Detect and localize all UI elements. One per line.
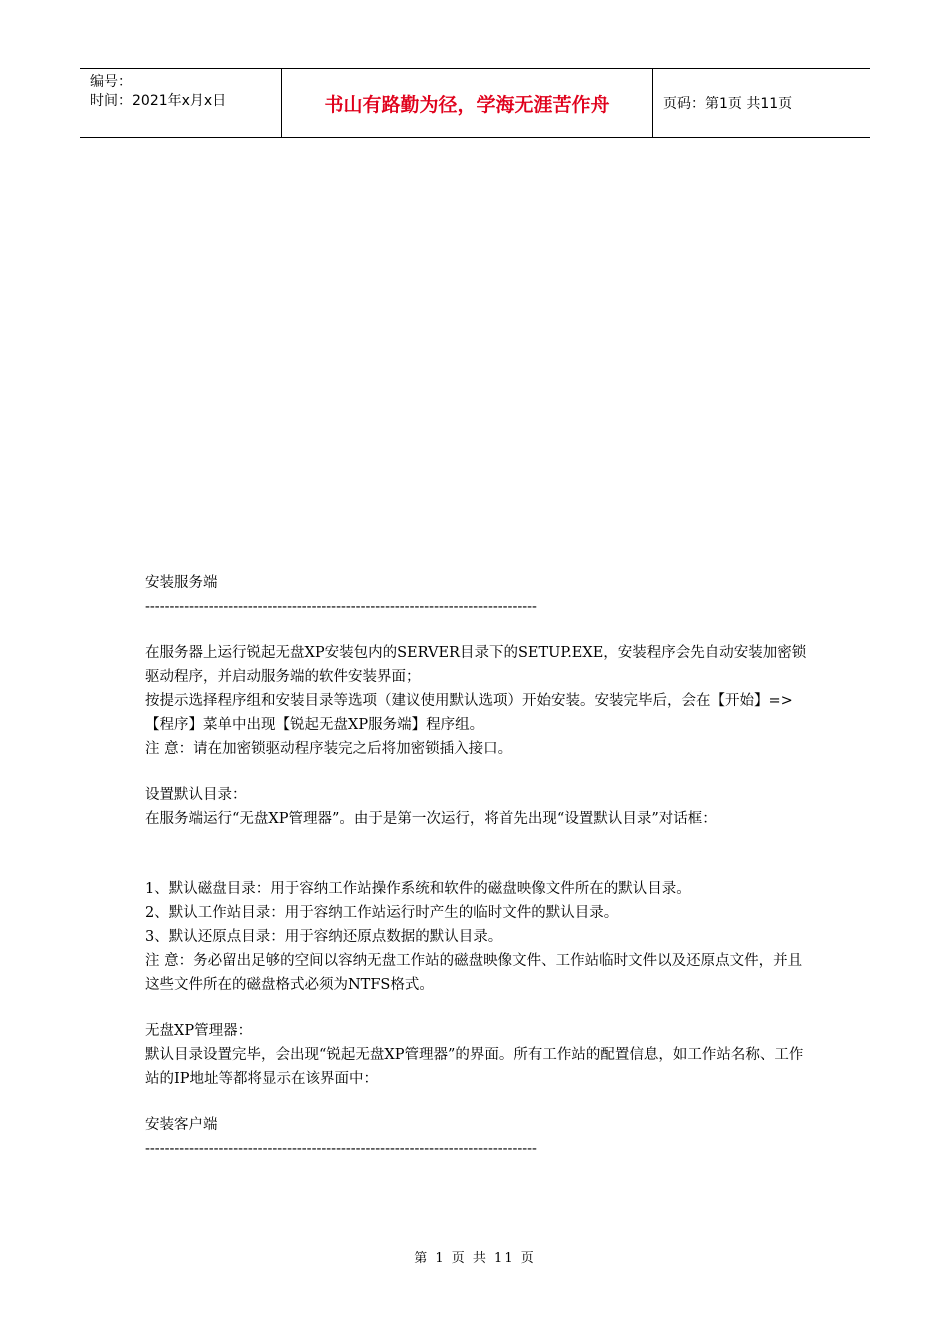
time-label: 时间：2021年x月x日 [90, 93, 227, 109]
document-body [145, 571, 810, 1161]
default-dir-note: 注 意：务必留出足够的空间以容纳无盘工作站的磁盘映像文件、工作站临时文件以及还原点文件，并且这些文件所在的磁盘格式必须为NTFS格式。 [145, 953, 803, 993]
header-meta [80, 69, 281, 137]
section-title-client: 安装客户端 [145, 1117, 218, 1133]
page-footer: 第 1 页 共 11 页 [414, 1251, 536, 1266]
section-title-default-dir: 设置默认目录： [145, 787, 247, 803]
header-motto: 书山有路勤为径，学海无涯苦作舟 [281, 69, 653, 137]
header-page-label: 页码：第1页 共11页 [663, 96, 793, 112]
default-dir-item-3: 3、默认还原点目录：用于容纳还原点数据的默认目录。 [145, 929, 503, 945]
page-header [80, 68, 870, 138]
manager-paragraph: 默认目录设置完毕，会出现“锐起无盘XP管理器”的界面。所有工作站的配置信息，如工作站名称、工作站的IP地址等都将显示在该界面中： [145, 1047, 804, 1087]
default-dir-item-1: 1、默认磁盘目录：用于容纳工作站操作系统和软件的磁盘映像文件所在的默认目录。 [145, 881, 691, 897]
server-paragraph-2: 按提示选择程序组和安装目录等选项（建议使用默认选项）开始安装。安装完毕后，会在【开始】=>【程序】菜单中出现【锐起无盘XP服务端】程序组。 [145, 693, 793, 733]
divider-rule: -------------------------------------------------------------------------------- [145, 599, 537, 615]
default-dir-item-2: 2、默认工作站目录：用于容纳工作站运行时产生的临时文件的默认目录。 [145, 905, 619, 921]
default-dir-paragraph: 在服务端运行“无盘XP管理器”。由于是第一次运行，将首先出现“设置默认目录”对话框： [145, 811, 717, 827]
section-title-manager: 无盘XP管理器： [145, 1023, 253, 1039]
number-label: 编号： [90, 74, 132, 90]
server-note: 注 意：请在加密锁驱动程序装完之后将加密锁插入接口。 [145, 741, 513, 757]
server-paragraph-1: 在服务器上运行锐起无盘XP安装包内的SERVER目录下的SETUP.EXE，安装程序会先自动安装加密锁驱动程序，并启动服务端的软件安装界面； [145, 645, 807, 685]
divider-rule: -------------------------------------------------------------------------------- [145, 1141, 537, 1157]
section-title-server: 安装服务端 [145, 575, 218, 591]
